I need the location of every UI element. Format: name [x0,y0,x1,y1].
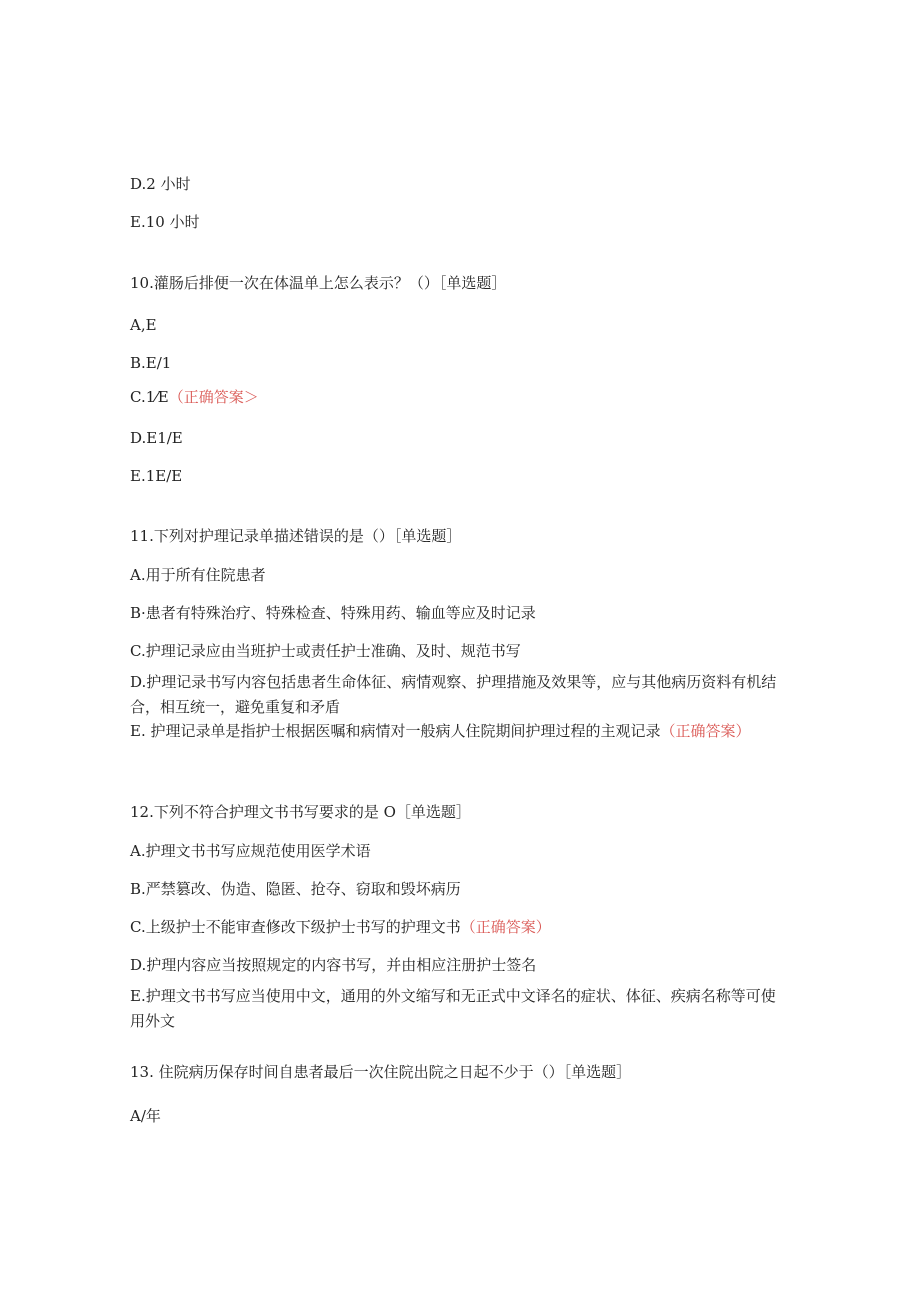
option-10c [130,384,790,410]
option-12a: A.护理文书书写应规范使用医学术语 [130,842,371,860]
option-12b: B.严禁篡改、伪造、隐匿、抢夺、窃取和毁坏病历 [130,880,461,898]
option-10e: E.1E/E [130,467,183,485]
option-12c-text: C.上级护士不能审查修改下级护士书写的护理文书 [130,918,461,936]
option-9e: E.10 小时 [130,213,200,231]
option-11d: D.护理记录书写内容包括患者生命体征、病情观察、护理措施及效果等，应与其他病历资料有机结合，相互统一，避免重复和矛盾 [130,673,777,716]
correct-answer-mark: （正确答案） [660,722,751,740]
question-13-stem: 13. 住院病历保存时间自患者最后一次住院出院之日起不少于（）［单选题］ [130,1063,632,1081]
question-10-stem: 10.灌肠后排便一次在体温单上怎么表示？（）［单选题］ [130,274,507,292]
option-11c: C.护理记录应由当班护士或责任护士准确、及时、规范书写 [130,642,521,660]
option-11e-text: E. 护理记录单是指护士根据医嘱和病情对一般病人住院期间护理过程的主观记录 [130,722,661,740]
option-12d: D.护理内容应当按照规定的内容书写，并由相应注册护士签名 [130,956,537,974]
option-10a: A,E [130,316,157,334]
option-12e: E.护理文书书写应当使用中文，通用的外文缩写和无正式中文译名的症状、体征、疾病名称等可使用外文 [130,987,776,1030]
option-11b: B·患者有特殊治疗、特殊检查、特殊用药、输血等应及时记录 [130,604,536,622]
option-12c [130,914,790,940]
option-9d: D.2 小时 [130,175,191,193]
option-11a: A.用于所有住院患者 [130,566,266,584]
correct-answer-mark: （正确答案） [460,918,551,936]
option-11e [130,719,790,744]
option-13a: A/年 [130,1107,161,1125]
option-10d: D.E1/E [130,429,183,447]
question-12-stem: 12.下列不符合护理文书书写要求的是 O［单选题］ [130,803,471,821]
question-11-stem: 11.下列对护理记录单描述错误的是（）［单选题］ [130,527,462,545]
option-10c-text: C.1⁄E [130,388,169,406]
option-10b: B.E/1 [130,354,172,372]
correct-answer-mark: （正确答案＞ [168,388,259,406]
